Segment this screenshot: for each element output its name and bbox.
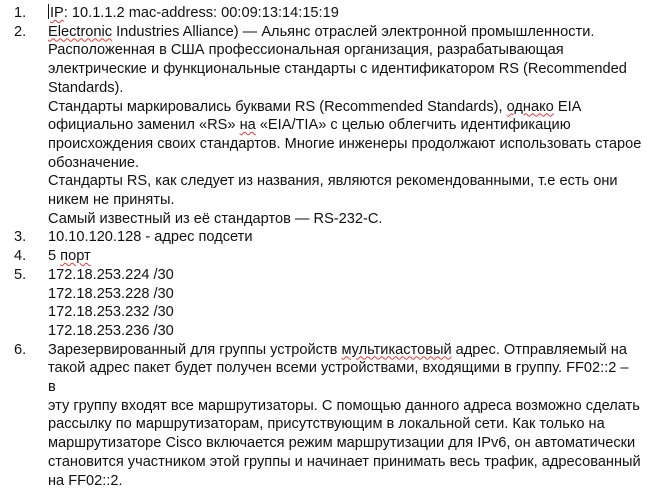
list-item-text	[48, 266, 656, 341]
text-line	[48, 397, 656, 416]
text-line	[48, 247, 656, 266]
list-item-text	[48, 4, 656, 23]
text-line	[48, 228, 656, 247]
text-segment: маршрутизаторе Cisco включается режим маршрутизации для IPv6, он автоматически	[48, 435, 636, 452]
spellcheck-flagged-word: однако	[506, 98, 554, 115]
spellcheck-flagged-word: Electronic	[48, 23, 113, 40]
text-line	[48, 79, 656, 98]
text-line	[48, 154, 656, 173]
text-segment: «EIA/TIA» с целью облегчить идентификацию	[255, 117, 571, 134]
text-line	[48, 322, 656, 341]
text-line	[48, 472, 656, 490]
list-item	[0, 228, 666, 247]
text-segment: на FF02::2.	[48, 472, 123, 489]
list-item-number: 5.	[14, 266, 27, 283]
text-segment: 5	[48, 248, 61, 265]
text-segment: Standards).	[48, 79, 124, 96]
text-line	[48, 378, 656, 397]
text-line	[48, 116, 656, 135]
list-item	[0, 341, 666, 490]
text-segment: Зарезервированный для группы устройств	[48, 341, 342, 358]
list-item-text	[48, 228, 656, 247]
text-cursor	[48, 4, 49, 19]
list-item-text	[48, 247, 656, 266]
text-segment: Самый известный из её стандартов — RS-232-C.	[48, 210, 383, 227]
document-body[interactable]	[0, 4, 666, 490]
text-line	[48, 285, 656, 304]
text-segment: 172.18.253.224 /30	[48, 266, 174, 283]
text-segment: официально заменил «RS»	[48, 117, 240, 134]
text-segment: 172.18.253.228 /30	[48, 285, 174, 302]
text-line	[48, 191, 656, 210]
text-segment: Расположенная в США профессиональная организация, разрабатывающая	[48, 42, 564, 59]
text-line	[48, 23, 656, 42]
text-line	[48, 98, 656, 117]
text-line	[48, 303, 656, 322]
text-segment: Стандарты RS, как следует из названия, являются рекомендованными, т.е есть они	[48, 173, 618, 190]
text-line	[48, 341, 656, 360]
list-item	[0, 247, 666, 266]
text-line	[48, 415, 656, 434]
list-item-number: 3.	[14, 229, 27, 246]
spellcheck-flagged-word: на	[239, 117, 256, 134]
list-item	[0, 266, 666, 341]
text-line	[48, 60, 656, 79]
text-line	[48, 453, 656, 472]
spellcheck-flagged-word: порт	[60, 248, 91, 265]
text-line	[48, 135, 656, 154]
text-segment: становится участником этой группы и начинает принимать весь трафик, адресованный	[48, 453, 641, 470]
text-line	[48, 266, 656, 285]
text-segment: 172.18.253.236 /30	[48, 322, 174, 339]
text-segment: такой адрес пакет будет получен всеми устройствами, входящими в группу. FF02::2 –	[48, 360, 629, 377]
text-segment: Industries Alliance) — Альянс отраслей электронной промышленности.	[112, 23, 595, 40]
text-segment: 10.10.120.128 - адрес подсети	[48, 229, 253, 246]
text-segment: электрические и функциональные стандарты с идентификатором RS (Recommended	[48, 61, 627, 78]
list-item-number: 6.	[14, 341, 27, 358]
text-segment: EIA	[553, 98, 582, 115]
text-segment: происхождения своих стандартов. Многие инженеры продолжают использовать старое	[48, 135, 642, 152]
text-line	[48, 359, 656, 378]
text-segment: в	[48, 379, 56, 396]
text-segment: никем не приняты.	[48, 192, 175, 209]
spellcheck-flagged-word: мультикастовый	[341, 341, 452, 358]
text-line	[48, 172, 656, 191]
spellcheck-flagged-word: IP	[50, 5, 64, 21]
text-segment: эту группу входят все маршрутизаторы. С помощью данного адреса возможно сделать	[48, 397, 640, 414]
text-segment: рассылку по маршрутизаторам, присутствующим в локальной сети. Как только на	[48, 416, 605, 433]
text-line	[48, 41, 656, 60]
text-segment: адрес. Отправляемый на	[451, 341, 627, 358]
list-item-number: 2.	[14, 23, 27, 40]
text-segment: обозначение.	[48, 154, 140, 171]
list-item	[0, 23, 666, 229]
list-item-text	[48, 341, 656, 490]
text-line	[48, 434, 656, 453]
list-item-text	[48, 23, 656, 229]
list-item	[0, 4, 666, 23]
text-segment: Стандарты маркировались буквами RS (Recommended Standards),	[48, 98, 507, 115]
text-line	[48, 4, 656, 23]
text-line	[48, 210, 656, 229]
list-item-number: 4.	[14, 248, 27, 265]
list-item-number: 1.	[14, 5, 27, 21]
text-segment: 172.18.253.232 /30	[48, 304, 174, 321]
text-segment: : 10.1.1.2 mac-address: 00:09:13:14:15:19	[63, 5, 339, 21]
